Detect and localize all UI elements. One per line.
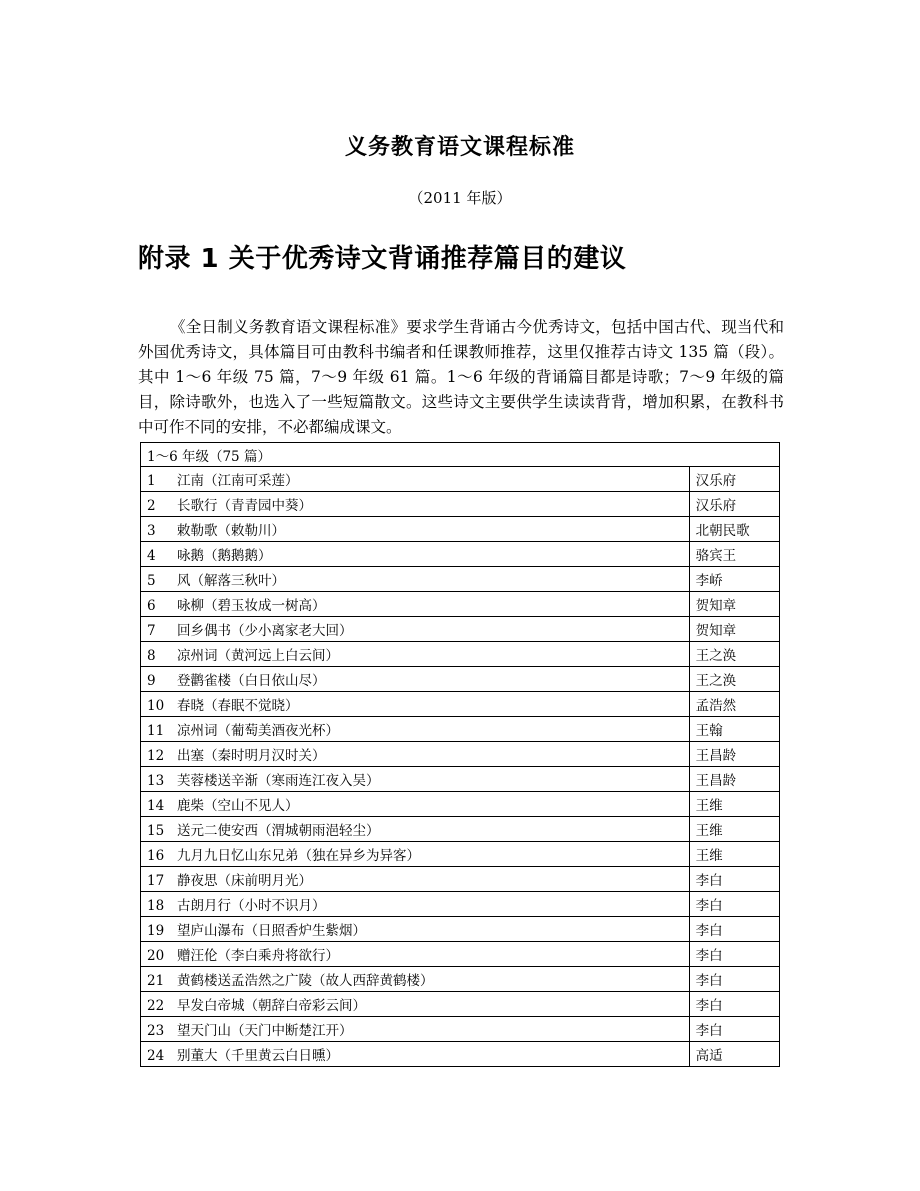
table-row (141, 842, 780, 867)
poem-title-cell (141, 942, 690, 967)
poem-title-cell (141, 917, 690, 942)
table-row (141, 592, 780, 617)
row-number: 4 (147, 548, 156, 564)
table-row (141, 892, 780, 917)
poem-title-cell (141, 567, 690, 592)
poem-title: 凉州词（葡萄美酒夜光杯） (177, 723, 339, 739)
table-row (141, 1017, 780, 1042)
poem-author: 李白 (689, 1017, 779, 1042)
poem-title: 九月九日忆山东兄弟（独在异乡为异客） (177, 848, 420, 864)
poem-title: 咏柳（碧玉妆成一树高） (177, 598, 326, 614)
poem-author: 王维 (689, 842, 779, 867)
poem-title-cell (141, 967, 690, 992)
row-number: 23 (147, 1023, 165, 1039)
poem-author: 李白 (689, 967, 779, 992)
row-number: 11 (147, 723, 165, 739)
row-number: 15 (147, 823, 165, 839)
poem-title-cell (141, 642, 690, 667)
poem-title: 风（解落三秋叶） (177, 573, 285, 589)
table-row (141, 717, 780, 742)
poem-author: 王昌龄 (689, 742, 779, 767)
poem-title-cell (141, 492, 690, 517)
table-row (141, 642, 780, 667)
poem-author: 孟浩然 (689, 692, 779, 717)
poem-title: 出塞（秦时明月汉时关） (177, 748, 326, 764)
poem-title-cell (141, 617, 690, 642)
table-row (141, 817, 780, 842)
table-row (141, 567, 780, 592)
intro-paragraph: 《全日制义务教育语文课程标准》要求学生背诵古今优秀诗文，包括中国古代、现当代和外国优秀诗文，具体篇目可由教科书编者和任课教师推荐，这里仅推荐古诗文 135 篇（段）。其中 1～6 年级 75 篇，7～9 年级 61 篇。1～6 年级的背诵篇目都是诗歌；7～9 年级的篇目，除诗歌外，也选入了一些短篇散文。这些诗文主要供学生读读背背，增加积累，在教科书中可作不同的安排，不必都编成课文。 (138, 318, 784, 436)
poem-author: 王维 (689, 792, 779, 817)
poem-author: 李白 (689, 892, 779, 917)
poem-title-cell (141, 717, 690, 742)
table-row (141, 992, 780, 1017)
row-number: 14 (147, 798, 165, 814)
poem-title: 芙蓉楼送辛渐（寒雨连江夜入吴） (177, 773, 380, 789)
poem-author: 李白 (689, 942, 779, 967)
poem-title-cell (141, 817, 690, 842)
poem-title: 别董大（千里黄云白日曛） (177, 1048, 339, 1064)
edition-subtitle: （2011 年版） (408, 189, 512, 207)
table-row (141, 1042, 780, 1067)
row-number: 21 (147, 973, 165, 989)
poem-author: 李白 (689, 992, 779, 1017)
table-row (141, 867, 780, 892)
row-number: 1 (147, 473, 156, 489)
poem-title-cell (141, 767, 690, 792)
poem-title-cell (141, 467, 690, 492)
document-title: 义务教育语文课程标准 (344, 135, 575, 160)
poem-title-cell (141, 692, 690, 717)
poem-title: 回乡偶书（少小离家老大回） (177, 623, 353, 639)
row-number: 2 (147, 498, 156, 514)
row-number: 8 (147, 648, 156, 664)
poem-author: 北朝民歌 (689, 517, 779, 542)
poem-title-cell (141, 592, 690, 617)
poem-title: 望天门山（天门中断楚江开） (177, 1023, 353, 1039)
poem-author: 李白 (689, 867, 779, 892)
poem-title-cell (141, 867, 690, 892)
table-row (141, 467, 780, 492)
poem-author: 王维 (689, 817, 779, 842)
poem-author: 王昌龄 (689, 767, 779, 792)
poem-title: 望庐山瀑布（日照香炉生紫烟） (177, 923, 366, 939)
grade-header-row (141, 443, 780, 467)
poem-title: 赠汪伦（李白乘舟将欲行） (177, 948, 339, 964)
row-number: 7 (147, 623, 156, 639)
poem-title: 凉州词（黄河远上白云间） (177, 648, 339, 664)
poem-title-cell (141, 542, 690, 567)
poem-author: 王之涣 (689, 642, 779, 667)
poem-author: 汉乐府 (689, 492, 779, 517)
row-number: 3 (147, 523, 156, 539)
table-row (141, 617, 780, 642)
poem-title: 古朗月行（小时不识月） (177, 898, 326, 914)
table-row (141, 667, 780, 692)
table-row (141, 517, 780, 542)
poem-title-cell (141, 1042, 690, 1067)
poem-title: 春晓（春眠不觉晓） (177, 698, 299, 714)
table-row (141, 967, 780, 992)
poem-title-cell (141, 792, 690, 817)
poem-title: 咏鹅（鹅鹅鹅） (177, 548, 272, 564)
poem-author: 王之涣 (689, 667, 779, 692)
poem-author: 王翰 (689, 717, 779, 742)
table-row (141, 742, 780, 767)
poem-title: 长歌行（青青园中葵） (177, 498, 312, 514)
poem-title: 江南（江南可采莲） (177, 473, 299, 489)
table-row (141, 917, 780, 942)
poem-title-cell (141, 842, 690, 867)
poem-title: 送元二使安西（渭城朝雨浥轻尘） (177, 823, 380, 839)
table-row (141, 692, 780, 717)
appendix-heading: 附录 1 关于优秀诗文背诵推荐篇目的建议 (138, 244, 627, 274)
poem-author: 贺知章 (689, 592, 779, 617)
poem-title: 鹿柴（空山不见人） (177, 798, 299, 814)
poem-title-cell (141, 992, 690, 1017)
poem-table (140, 442, 780, 1067)
poem-author: 李白 (689, 917, 779, 942)
row-number: 17 (147, 873, 165, 889)
poem-title: 登鹳雀楼（白日依山尽） (177, 673, 326, 689)
poem-author: 贺知章 (689, 617, 779, 642)
poem-title: 黄鹤楼送孟浩然之广陵（故人西辞黄鹤楼） (177, 973, 434, 989)
poem-author: 高适 (689, 1042, 779, 1067)
poem-title-cell (141, 892, 690, 917)
row-number: 20 (147, 948, 165, 964)
row-number: 18 (147, 898, 165, 914)
poem-title: 敕勒歌（敕勒川） (177, 523, 285, 539)
row-number: 16 (147, 848, 165, 864)
table-row (141, 492, 780, 517)
poem-author: 李峤 (689, 567, 779, 592)
row-number: 6 (147, 598, 156, 614)
poem-title-cell (141, 667, 690, 692)
table-row (141, 792, 780, 817)
poem-title-cell (141, 517, 690, 542)
poem-title-cell (141, 742, 690, 767)
row-number: 9 (147, 673, 156, 689)
row-number: 12 (147, 748, 165, 764)
poem-table-body (141, 443, 780, 1067)
poem-title: 早发白帝城（朝辞白帝彩云间） (177, 998, 366, 1014)
row-number: 5 (147, 573, 156, 589)
row-number: 13 (147, 773, 165, 789)
row-number: 24 (147, 1048, 165, 1064)
table-row (141, 942, 780, 967)
grade-header: 1～6 年级（75 篇） (141, 443, 780, 467)
row-number: 10 (147, 698, 165, 714)
poem-author: 骆宾王 (689, 542, 779, 567)
poem-title: 静夜思（床前明月光） (177, 873, 312, 889)
poem-title-cell (141, 1017, 690, 1042)
table-row (141, 542, 780, 567)
table-row (141, 767, 780, 792)
row-number: 22 (147, 998, 165, 1014)
poem-author: 汉乐府 (689, 467, 779, 492)
row-number: 19 (147, 923, 165, 939)
